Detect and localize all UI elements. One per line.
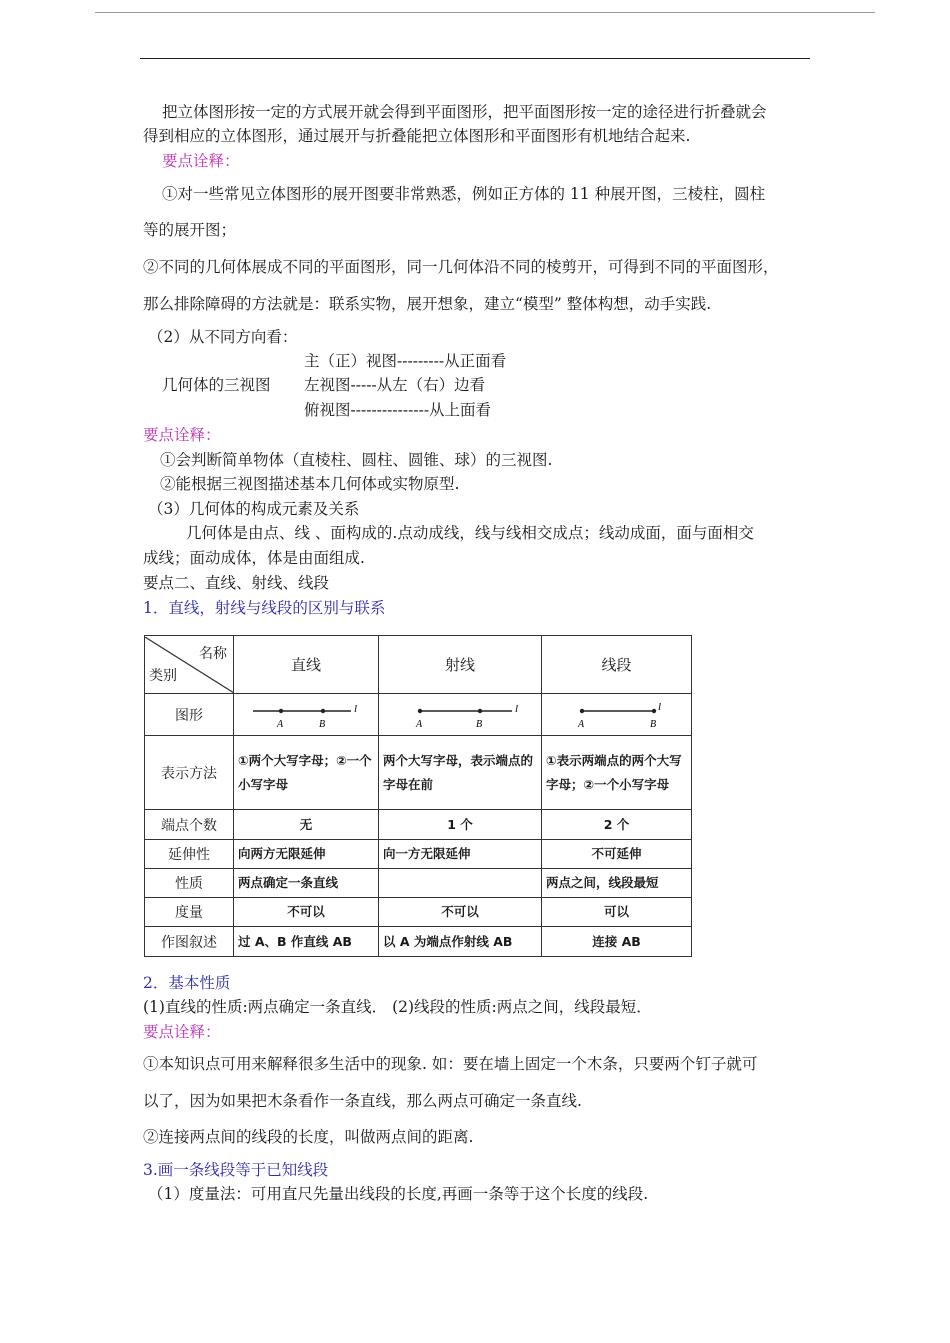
subheading-2: 2．基本性质 bbox=[143, 974, 231, 992]
three-views-label: 几何体的三视图 bbox=[162, 376, 271, 394]
key-note-heading-2: 要点诠释： bbox=[143, 426, 221, 444]
point-a-label: A bbox=[416, 718, 423, 730]
section-2-heading: （2）从不同方向看： bbox=[148, 328, 298, 346]
table-cell: 可以 bbox=[542, 898, 692, 927]
table-row bbox=[145, 869, 692, 898]
point-a-label: A bbox=[277, 718, 284, 730]
table-cell: 不可延伸 bbox=[542, 840, 692, 869]
basic-properties-line: (1)直线的性质:两点确定一条直线． (2)线段的性质:两点之间，线段最短． bbox=[143, 998, 652, 1016]
line-l-label: l bbox=[657, 700, 661, 713]
segment-figure bbox=[552, 700, 682, 730]
point-b-label: B bbox=[649, 718, 656, 730]
note-2-line-1: ②不同的几何体展成不同的平面图形，同一几何体沿不同的棱剪开，可得到不同的平面图形， bbox=[143, 258, 779, 276]
table-cell: 1 个 bbox=[379, 810, 542, 840]
section-3-line-1: 几何体是由点、线 、面构成的.点动成线，线与线相交成点；线动成面，面与面相交 bbox=[186, 524, 754, 542]
explanation-1-line-1: ①本知识点可用来解释很多生活中的现象. 如：要在墙上固定一个木条，只要两个钉子就可 bbox=[143, 1055, 758, 1073]
table-row bbox=[145, 927, 692, 957]
view-left: 左视图-----从左（右）边看 bbox=[304, 376, 486, 394]
header-rule bbox=[140, 58, 810, 59]
row-label: 性质 bbox=[145, 869, 234, 898]
measurement-method: （1）度量法：可用直尺先量出线段的长度,再画一条等于这个长度的线段. bbox=[148, 1185, 649, 1203]
note-1-line-2: 等的展开图； bbox=[143, 221, 237, 239]
table-header-row bbox=[145, 636, 692, 694]
table-row bbox=[145, 736, 692, 810]
view-top: 俯视图---------------从上面看 bbox=[304, 401, 492, 419]
subheading-3: 3.画一条线段等于已知线段 bbox=[143, 1161, 329, 1179]
section-3-line-2: 成线；面动成体，体是由面组成. bbox=[143, 549, 365, 567]
table-cell bbox=[379, 869, 542, 898]
table-row-figure bbox=[145, 694, 692, 736]
line-figure bbox=[241, 700, 371, 730]
point-b-label: B bbox=[319, 718, 326, 730]
line-l-label: l bbox=[354, 702, 358, 715]
ray-figure bbox=[390, 700, 530, 730]
row-label: 表示方法 bbox=[145, 736, 234, 810]
row-label-figure: 图形 bbox=[145, 694, 234, 736]
intro-line-1: 把立体图形按一定的方式展开就会得到平面图形，把平面图形按一定的途径进行折叠就会 bbox=[162, 103, 767, 121]
table-cell: 不可以 bbox=[234, 898, 379, 927]
col-header-segment: 线段 bbox=[542, 636, 692, 694]
table-cell: ①表示两端点的两个大写字母；②一个小写字母 bbox=[542, 736, 692, 810]
page-top-rule bbox=[95, 12, 875, 13]
table-cell: ①两个大写字母；②一个小写字母 bbox=[234, 736, 379, 810]
corner-name-label: 名称 bbox=[199, 645, 227, 662]
table-cell: 向一方无限延伸 bbox=[379, 840, 542, 869]
row-label: 端点个数 bbox=[145, 810, 234, 840]
table-cell: 两个大写字母，表示端点的字母在前 bbox=[379, 736, 542, 810]
point-b-label: B bbox=[476, 718, 483, 730]
explanation-1-line-2: 以了，因为如果把木条看作一条直线，那么两点可确定一条直线. bbox=[143, 1092, 582, 1110]
table-cell: 两点确定一条直线 bbox=[234, 869, 379, 898]
table-row bbox=[145, 898, 692, 927]
key-point-2-heading: 要点二、直线、射线、线段 bbox=[143, 574, 330, 592]
table-cell: 无 bbox=[234, 810, 379, 840]
table-cell: 2 个 bbox=[542, 810, 692, 840]
col-header-ray: 射线 bbox=[379, 636, 542, 694]
key-note-2-item-2: ②能根据三视图描述基本几何体或实物原型. bbox=[160, 475, 460, 493]
figure-segment-cell bbox=[542, 694, 692, 736]
table-cell: 连接 AB bbox=[542, 927, 692, 957]
line-l-label: l bbox=[515, 702, 519, 715]
point-a-label: A bbox=[577, 718, 584, 730]
row-label: 作图叙述 bbox=[145, 927, 234, 957]
table-row bbox=[145, 840, 692, 869]
key-note-heading-4: 要点诠释： bbox=[143, 1023, 221, 1041]
explanation-2: ②连接两点间的线段的长度，叫做两点间的距离. bbox=[143, 1128, 474, 1146]
section-3-heading: （3）几何体的构成元素及关系 bbox=[148, 500, 360, 518]
corner-type-label: 类别 bbox=[149, 667, 177, 684]
key-note-heading-1: 要点诠释： bbox=[162, 152, 240, 170]
figure-line-cell bbox=[234, 694, 379, 736]
key-note-2-item-1: ①会判断简单物体（直棱柱、圆柱、圆锥、球）的三视图. bbox=[160, 451, 553, 469]
row-label: 延伸性 bbox=[145, 840, 234, 869]
comparison-table bbox=[144, 635, 692, 957]
note-1-line-1: ①对一些常见立体图形的展开图要非常熟悉，例如正方体的 11 种展开图，三棱柱，圆柱 bbox=[162, 185, 766, 203]
table-cell: 过 A、B 作直线 AB bbox=[234, 927, 379, 957]
table-cell: 两点之间，线段最短 bbox=[542, 869, 692, 898]
figure-ray-cell bbox=[379, 694, 542, 736]
table-row bbox=[145, 810, 692, 840]
col-header-line: 直线 bbox=[234, 636, 379, 694]
note-2-line-2: 那么排除障碍的方法就是：联系实物，展开想象，建立“模型” 整体构想，动手实践. bbox=[143, 295, 712, 313]
corner-cell bbox=[145, 636, 234, 694]
table-cell: 向两方无限延伸 bbox=[234, 840, 379, 869]
intro-line-2: 得到相应的立体图形，通过展开与折叠能把立体图形和平面图形有机地结合起来. bbox=[143, 127, 691, 145]
table-cell: 不可以 bbox=[379, 898, 542, 927]
view-front: 主（正）视图---------从正面看 bbox=[304, 352, 507, 370]
subheading-1: 1．直线，射线与线段的区别与联系 bbox=[143, 599, 386, 617]
table-cell: 以 A 为端点作射线 AB bbox=[379, 927, 542, 957]
row-label: 度量 bbox=[145, 898, 234, 927]
